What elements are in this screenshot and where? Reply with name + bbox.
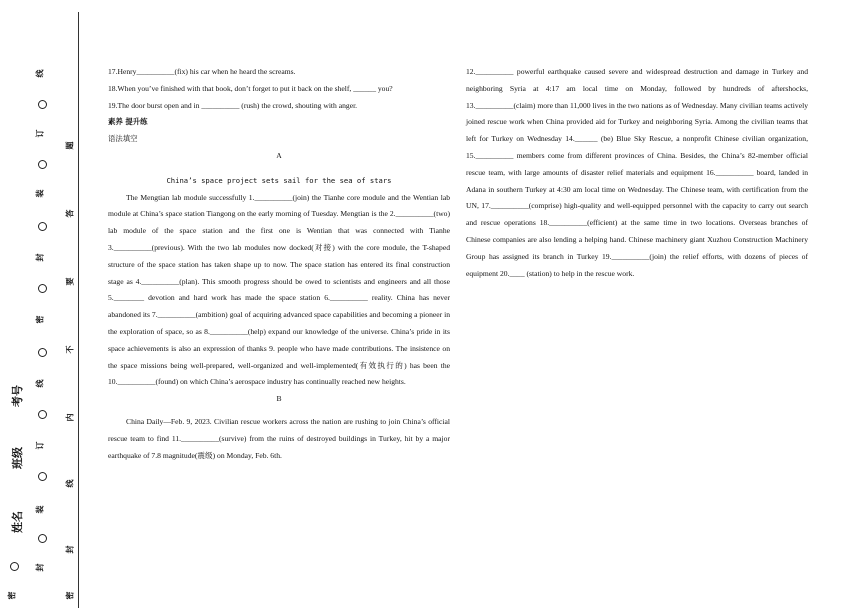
seal-circle: [38, 100, 47, 109]
seal-label: 线: [35, 379, 45, 388]
seal-circle: [10, 562, 19, 571]
warning-label: 题: [65, 141, 75, 150]
seal-label: 密: [7, 591, 17, 600]
warning-label: 不: [65, 345, 75, 354]
question-18: 18.When you’ve finished with that book, don’t forget to put it back on the shelf, ______ you?: [108, 83, 393, 93]
exam-number-label: 考号: [11, 385, 24, 407]
seal-label: 密: [35, 315, 45, 324]
seal-label: 线: [35, 69, 45, 78]
binding-margin: [0, 0, 100, 608]
seal-circle: [38, 284, 47, 293]
passage-b-label: B: [276, 394, 282, 404]
warning-label: 答: [65, 209, 75, 218]
warning-label: 线: [65, 479, 75, 488]
passage-a-title: China’s space project sets sail for the sea of stars: [166, 175, 392, 185]
section-subtitle: 语法填空: [108, 134, 138, 144]
seal-label: 订: [35, 441, 45, 450]
seal-label: 封: [35, 253, 45, 262]
seal-circle: [38, 222, 47, 231]
passage-b-continued: 12.__________ powerful earthquake caused severe and widespread destruction and damage in Turkey and neighboring Syria at 4:17 am local time on Monday, followed by hundreds of aftershocks, 13.__________(claim) more than 11,000 lives in the two nations as of Wednesday. Many civilian teams actively joined rescue work when China provided aid for Turkey and neighboring Syria. Among the civilian teams that left for Turkey on Wednesday 14.______ (be) Blue Sky Rescue, a nonprofit Chinese civilian organization, 15.__________ members come from different provinces of China. Besides, the China’s 82-member official rescue team, with large amounts of disaster relief materials and equipment 16.__________ board, landed in Adana in southern Turkey at 4:30 am local time on Wednesday. The Chinese team, with certification from the UN, 17.__________(comprise) high-quality and well-equipped personnel with the capacity to carry out search and rescue operations 18.__________(efficient) at the same time in two locations. Overseas branches of Chinese companies are also lending a helping hand. Chinese machinery giant Xuzhou Construction Machinery Group has assigned its branch in Turkey 19.__________(join) the relief efforts, with dozens of pieces of equipment 20.____ (station) to help in the rescue work.: [466, 67, 808, 278]
seal-label: 封: [35, 563, 45, 572]
question-19: 19.The door burst open and in __________ (rush) the crowd, shouting with anger.: [108, 100, 358, 110]
left-column: [108, 64, 450, 464]
passage-a-text: The Mengtian lab module successfully 1.__________(join) the Tianhe core module and the Wentian lab module at China’s space station Tiangong on the early morning of Tuesday. Mengtian is the 2.__________(two) lab module of the space station and the first one is Wentian that was connected with Tianhe 3.__________(previous). With the two lab modules now docked(对接) with the core module, the T-shaped structure of the space station has taken shape up to now. The space station has entered its final construction stage as 4.__________(plan). This smooth progress should be owed to scientists and engineers and all those 5.________ devotion and hard work has made the space station 6.__________ reality. China has never abandoned its 7.__________(ambition) goal of acquiring advanced space capabilities and becoming a pioneer in the exploration of space, so as 8.__________(help) expand our knowledge of the universe. China’s pride in its space achievements is also an expression of thanks 9. people who have made contributions. The insistence on the space missions being well-prepared, well-organized and well-implemented(有效执行的) has been the 10.__________(found) on which China’s aerospace industry has continually reached new heights.: [108, 192, 450, 387]
warning-label: 要: [65, 277, 75, 286]
seal-label: 装: [35, 505, 45, 514]
seal-circle: [38, 348, 47, 357]
class-label: 班级: [11, 447, 24, 469]
passage-a-label: A: [276, 150, 282, 160]
binding-line: [78, 12, 79, 608]
passage-b-text: China Daily—Feb. 9, 2023. Civilian rescue workers across the nation are rushing to join China’s official rescue team to find 11.__________(survive) from the ruins of destroyed buildings in Turkey, hit by a major earthquake of 7.8 magnitude(震级) on Monday, Feb. 6th.: [108, 416, 450, 460]
section-title: 素养 提升练: [108, 117, 148, 127]
warning-label: 封: [65, 545, 75, 554]
seal-label: 订: [35, 129, 45, 138]
seal-circle: [38, 160, 47, 169]
seal-circle: [38, 534, 47, 543]
warning-label: 密: [65, 591, 75, 600]
warning-label: 内: [65, 413, 75, 422]
question-17: 17.Henry__________(fix) his car when he heard the screams.: [108, 67, 296, 76]
seal-label: 装: [35, 189, 45, 198]
seal-circle: [38, 410, 47, 419]
seal-circle: [38, 472, 47, 481]
right-column: [466, 64, 808, 282]
name-label: 姓名: [11, 511, 24, 533]
